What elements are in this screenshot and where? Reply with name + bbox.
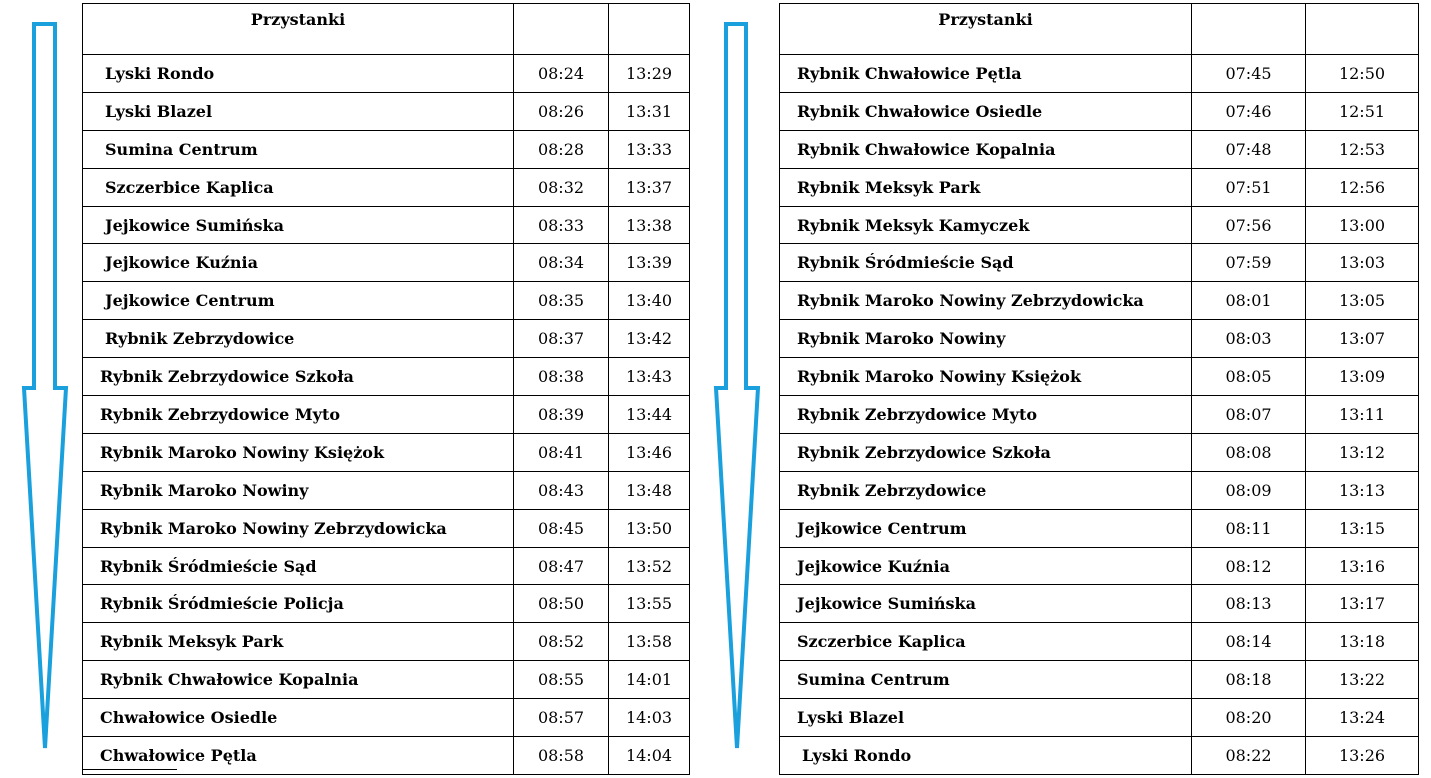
header-time-1: [514, 4, 609, 55]
stop-name-text: Rybnik Zebrzydowice Szkoła: [100, 367, 354, 387]
stop-name: [780, 699, 1192, 737]
table-row: [83, 623, 690, 661]
departure-time-1: 08:35: [514, 282, 609, 320]
departure-time-1: 07:48: [1192, 130, 1306, 168]
departure-time-2: 13:24: [1306, 699, 1419, 737]
stop-name-text: Rybnik Zebrzydowice: [105, 329, 295, 349]
table-row: [83, 320, 690, 358]
stop-name: [83, 206, 514, 244]
stop-name-text: Jejkowice Sumińska: [105, 215, 284, 235]
departure-time-1: 08:07: [1192, 396, 1306, 434]
stop-name: [780, 509, 1192, 547]
departure-time-2: 13:50: [609, 509, 690, 547]
stop-name-text: Rybnik Meksyk Park: [797, 177, 981, 197]
header-time-2: [609, 4, 690, 55]
table-row: [780, 623, 1419, 661]
stop-name-text: Szczerbice Kaplica: [105, 177, 274, 197]
stop-name-text: Lyski Blazel: [797, 708, 905, 728]
header-stops: Przystanki: [83, 4, 514, 55]
stop-name: [780, 623, 1192, 661]
stop-name: [780, 396, 1192, 434]
stop-name-text: Rybnik Chwałowice Pętla: [797, 63, 1022, 83]
departure-time-1: 08:47: [514, 547, 609, 585]
departure-time-1: 08:14: [1192, 623, 1306, 661]
stop-name-text: Rybnik Maroko Nowiny Księżok: [797, 367, 1082, 387]
departure-time-2: 13:31: [609, 92, 690, 130]
table-row: [780, 282, 1419, 320]
stop-name: [780, 737, 1192, 775]
stop-name-text: Jejkowice Centrum: [797, 518, 967, 538]
departure-time-2: 13:05: [1306, 282, 1419, 320]
stop-name-text: Rybnik Chwałowice Kopalnia: [100, 670, 359, 690]
stop-name: [780, 320, 1192, 358]
departure-time-2: 13:03: [1306, 244, 1419, 282]
departure-time-1: 08:22: [1192, 737, 1306, 775]
stop-name: [83, 471, 514, 509]
departure-time-2: 13:37: [609, 168, 690, 206]
stop-name-text: Sumina Centrum: [105, 139, 258, 159]
stop-name: [83, 130, 514, 168]
departure-time-2: 13:09: [1306, 358, 1419, 396]
departure-time-2: 13:16: [1306, 547, 1419, 585]
departure-time-1: 08:45: [514, 509, 609, 547]
stop-name: [780, 433, 1192, 471]
departure-time-1: 07:59: [1192, 244, 1306, 282]
table-row: [83, 509, 690, 547]
stop-name: [83, 547, 514, 585]
departure-time-1: 08:50: [514, 585, 609, 623]
stop-name-text: Rybnik Meksyk Park: [100, 632, 284, 652]
stop-name: [780, 661, 1192, 699]
stop-name-text: Lyski Blazel: [105, 101, 213, 121]
departure-time-2: 13:07: [1306, 320, 1419, 358]
departure-time-2: 12:51: [1306, 92, 1419, 130]
timetable-right: [779, 3, 1419, 775]
table-row: [83, 55, 690, 93]
stop-name: [780, 206, 1192, 244]
stop-name-text: Rybnik Chwałowice Kopalnia: [797, 139, 1056, 159]
stop-name: [83, 282, 514, 320]
table-row: [83, 130, 690, 168]
header-time-1: [1192, 4, 1306, 55]
stop-name-text: Rybnik Maroko Nowiny Zebrzydowicka: [797, 291, 1144, 311]
departure-time-1: 08:33: [514, 206, 609, 244]
table-row: [83, 471, 690, 509]
departure-time-1: 08:12: [1192, 547, 1306, 585]
stop-name-text: Sumina Centrum: [797, 670, 950, 690]
stop-name: [83, 92, 514, 130]
departure-time-2: 13:43: [609, 358, 690, 396]
table-header-row: [780, 4, 1419, 55]
departure-time-2: 13:33: [609, 130, 690, 168]
departure-time-1: 08:03: [1192, 320, 1306, 358]
departure-time-2: 12:53: [1306, 130, 1419, 168]
direction-arrow-down-icon: [20, 0, 72, 760]
table-row: [83, 282, 690, 320]
stop-name: [83, 168, 514, 206]
table-row: [780, 547, 1419, 585]
departure-time-1: 08:09: [1192, 471, 1306, 509]
departure-time-2: 13:52: [609, 547, 690, 585]
stop-name-text: Rybnik Zebrzydowice: [797, 480, 987, 500]
departure-time-2: 13:13: [1306, 471, 1419, 509]
departure-time-2: 13:58: [609, 623, 690, 661]
stop-name: [780, 92, 1192, 130]
header-stops: Przystanki: [780, 4, 1192, 55]
table-row: [83, 433, 690, 471]
departure-time-1: 07:45: [1192, 55, 1306, 93]
departure-time-2: 13:40: [609, 282, 690, 320]
table-row: [780, 92, 1419, 130]
departure-time-1: 07:56: [1192, 206, 1306, 244]
departure-time-2: 13:38: [609, 206, 690, 244]
table-row: [83, 92, 690, 130]
departure-time-1: 08:28: [514, 130, 609, 168]
departure-time-2: 14:01: [609, 661, 690, 699]
stop-name-text: Chwałowice Osiedle: [100, 708, 278, 728]
stop-name-text: Jejkowice Kuźnia: [797, 556, 950, 576]
stop-name: [83, 320, 514, 358]
stop-name: [780, 130, 1192, 168]
direction-arrow-down-icon: [713, 0, 765, 760]
stop-name: [83, 585, 514, 623]
departure-time-1: 08:13: [1192, 585, 1306, 623]
stop-name: [83, 55, 514, 93]
stop-name: [780, 471, 1192, 509]
departure-time-1: 08:38: [514, 358, 609, 396]
departure-time-2: 13:17: [1306, 585, 1419, 623]
header-time-2: [1306, 4, 1419, 55]
departure-time-1: 08:52: [514, 623, 609, 661]
departure-time-2: 14:03: [609, 699, 690, 737]
departure-time-2: 14:04: [609, 737, 690, 775]
stop-name: [83, 623, 514, 661]
departure-time-1: 08:55: [514, 661, 609, 699]
departure-time-2: 13:44: [609, 396, 690, 434]
table-row: [780, 471, 1419, 509]
table-row: [780, 699, 1419, 737]
table-tail-line: [82, 769, 177, 770]
departure-time-2: 13:48: [609, 471, 690, 509]
departure-time-2: 13:00: [1306, 206, 1419, 244]
table-row: [780, 320, 1419, 358]
stop-name: [780, 55, 1192, 93]
departure-time-1: 08:43: [514, 471, 609, 509]
stop-name-text: Rybnik Maroko Nowiny: [797, 329, 1006, 349]
stop-name: [780, 282, 1192, 320]
stop-name-text: Rybnik Meksyk Kamyczek: [797, 215, 1030, 235]
timetable-left: [82, 3, 690, 775]
table-row: [780, 585, 1419, 623]
departure-time-1: 08:26: [514, 92, 609, 130]
table-header-row: [83, 4, 690, 55]
stop-name: [780, 358, 1192, 396]
table-row: [83, 168, 690, 206]
table-row: [780, 433, 1419, 471]
departure-time-1: 08:32: [514, 168, 609, 206]
table-row: [780, 509, 1419, 547]
departure-time-2: 13:26: [1306, 737, 1419, 775]
stop-name-text: Rybnik Chwałowice Osiedle: [797, 101, 1043, 121]
departure-time-1: 08:18: [1192, 661, 1306, 699]
stop-name-text: Jejkowice Kuźnia: [105, 253, 258, 273]
table-row: [780, 55, 1419, 93]
departure-time-2: 13:11: [1306, 396, 1419, 434]
departure-time-1: 08:41: [514, 433, 609, 471]
stop-name-text: Rybnik Śródmieście Sąd: [100, 556, 317, 576]
departure-time-2: 13:55: [609, 585, 690, 623]
departure-time-2: 12:56: [1306, 168, 1419, 206]
departure-time-2: 12:50: [1306, 55, 1419, 93]
departure-time-2: 13:12: [1306, 433, 1419, 471]
stop-name: [780, 547, 1192, 585]
stop-name: [83, 661, 514, 699]
stop-name-text: Rybnik Zebrzydowice Myto: [100, 404, 340, 424]
table-row: [780, 396, 1419, 434]
stop-name-text: Rybnik Śródmieście Policja: [100, 594, 344, 614]
departure-time-2: 13:22: [1306, 661, 1419, 699]
departure-time-1: 08:01: [1192, 282, 1306, 320]
table-row: [780, 358, 1419, 396]
departure-time-1: 08:58: [514, 737, 609, 775]
stop-name: [83, 396, 514, 434]
table-row: [780, 244, 1419, 282]
departure-time-1: 07:46: [1192, 92, 1306, 130]
stop-name-text: Rybnik Śródmieście Sąd: [797, 253, 1014, 273]
stop-name: [83, 433, 514, 471]
table-row: [83, 699, 690, 737]
departure-time-2: 13:29: [609, 55, 690, 93]
stop-name-text: Szczerbice Kaplica: [797, 632, 966, 652]
departure-time-1: 08:39: [514, 396, 609, 434]
departure-time-2: 13:15: [1306, 509, 1419, 547]
departure-time-1: 08:34: [514, 244, 609, 282]
departure-time-1: 08:57: [514, 699, 609, 737]
stop-name: [83, 358, 514, 396]
table-row: [780, 661, 1419, 699]
stop-name-text: Lyski Rondo: [802, 745, 912, 765]
stop-name-text: Chwałowice Pętla: [100, 745, 257, 765]
stop-name-text: Jejkowice Sumińska: [797, 594, 976, 614]
table-row: [83, 206, 690, 244]
departure-time-1: 08:37: [514, 320, 609, 358]
table-row: [780, 168, 1419, 206]
departure-time-1: 08:11: [1192, 509, 1306, 547]
stop-name: [780, 585, 1192, 623]
departure-time-2: 13:39: [609, 244, 690, 282]
departure-time-2: 13:18: [1306, 623, 1419, 661]
stop-name: [83, 244, 514, 282]
stop-name-text: Rybnik Zebrzydowice Myto: [797, 404, 1037, 424]
stop-name: [83, 699, 514, 737]
stop-name: [780, 168, 1192, 206]
departure-time-2: 13:42: [609, 320, 690, 358]
table-row: [780, 130, 1419, 168]
table-row: [83, 358, 690, 396]
stop-name-text: Jejkowice Centrum: [105, 291, 275, 311]
table-row: [83, 547, 690, 585]
table-row: [780, 206, 1419, 244]
departure-time-1: 08:08: [1192, 433, 1306, 471]
stop-name: [780, 244, 1192, 282]
departure-time-1: 08:05: [1192, 358, 1306, 396]
table-row: [83, 585, 690, 623]
stop-name: [83, 509, 514, 547]
departure-time-1: 08:20: [1192, 699, 1306, 737]
departure-time-2: 13:46: [609, 433, 690, 471]
table-row: [780, 737, 1419, 775]
table-row: [83, 244, 690, 282]
departure-time-1: 08:24: [514, 55, 609, 93]
stop-name-text: Rybnik Maroko Nowiny Zebrzydowicka: [100, 518, 447, 538]
stop-name-text: Lyski Rondo: [105, 63, 215, 83]
stop-name-text: Rybnik Zebrzydowice Szkoła: [797, 442, 1051, 462]
departure-time-1: 07:51: [1192, 168, 1306, 206]
stop-name-text: Rybnik Maroko Nowiny: [100, 480, 309, 500]
stop-name-text: Rybnik Maroko Nowiny Księżok: [100, 442, 385, 462]
table-row: [83, 396, 690, 434]
table-row: [83, 661, 690, 699]
